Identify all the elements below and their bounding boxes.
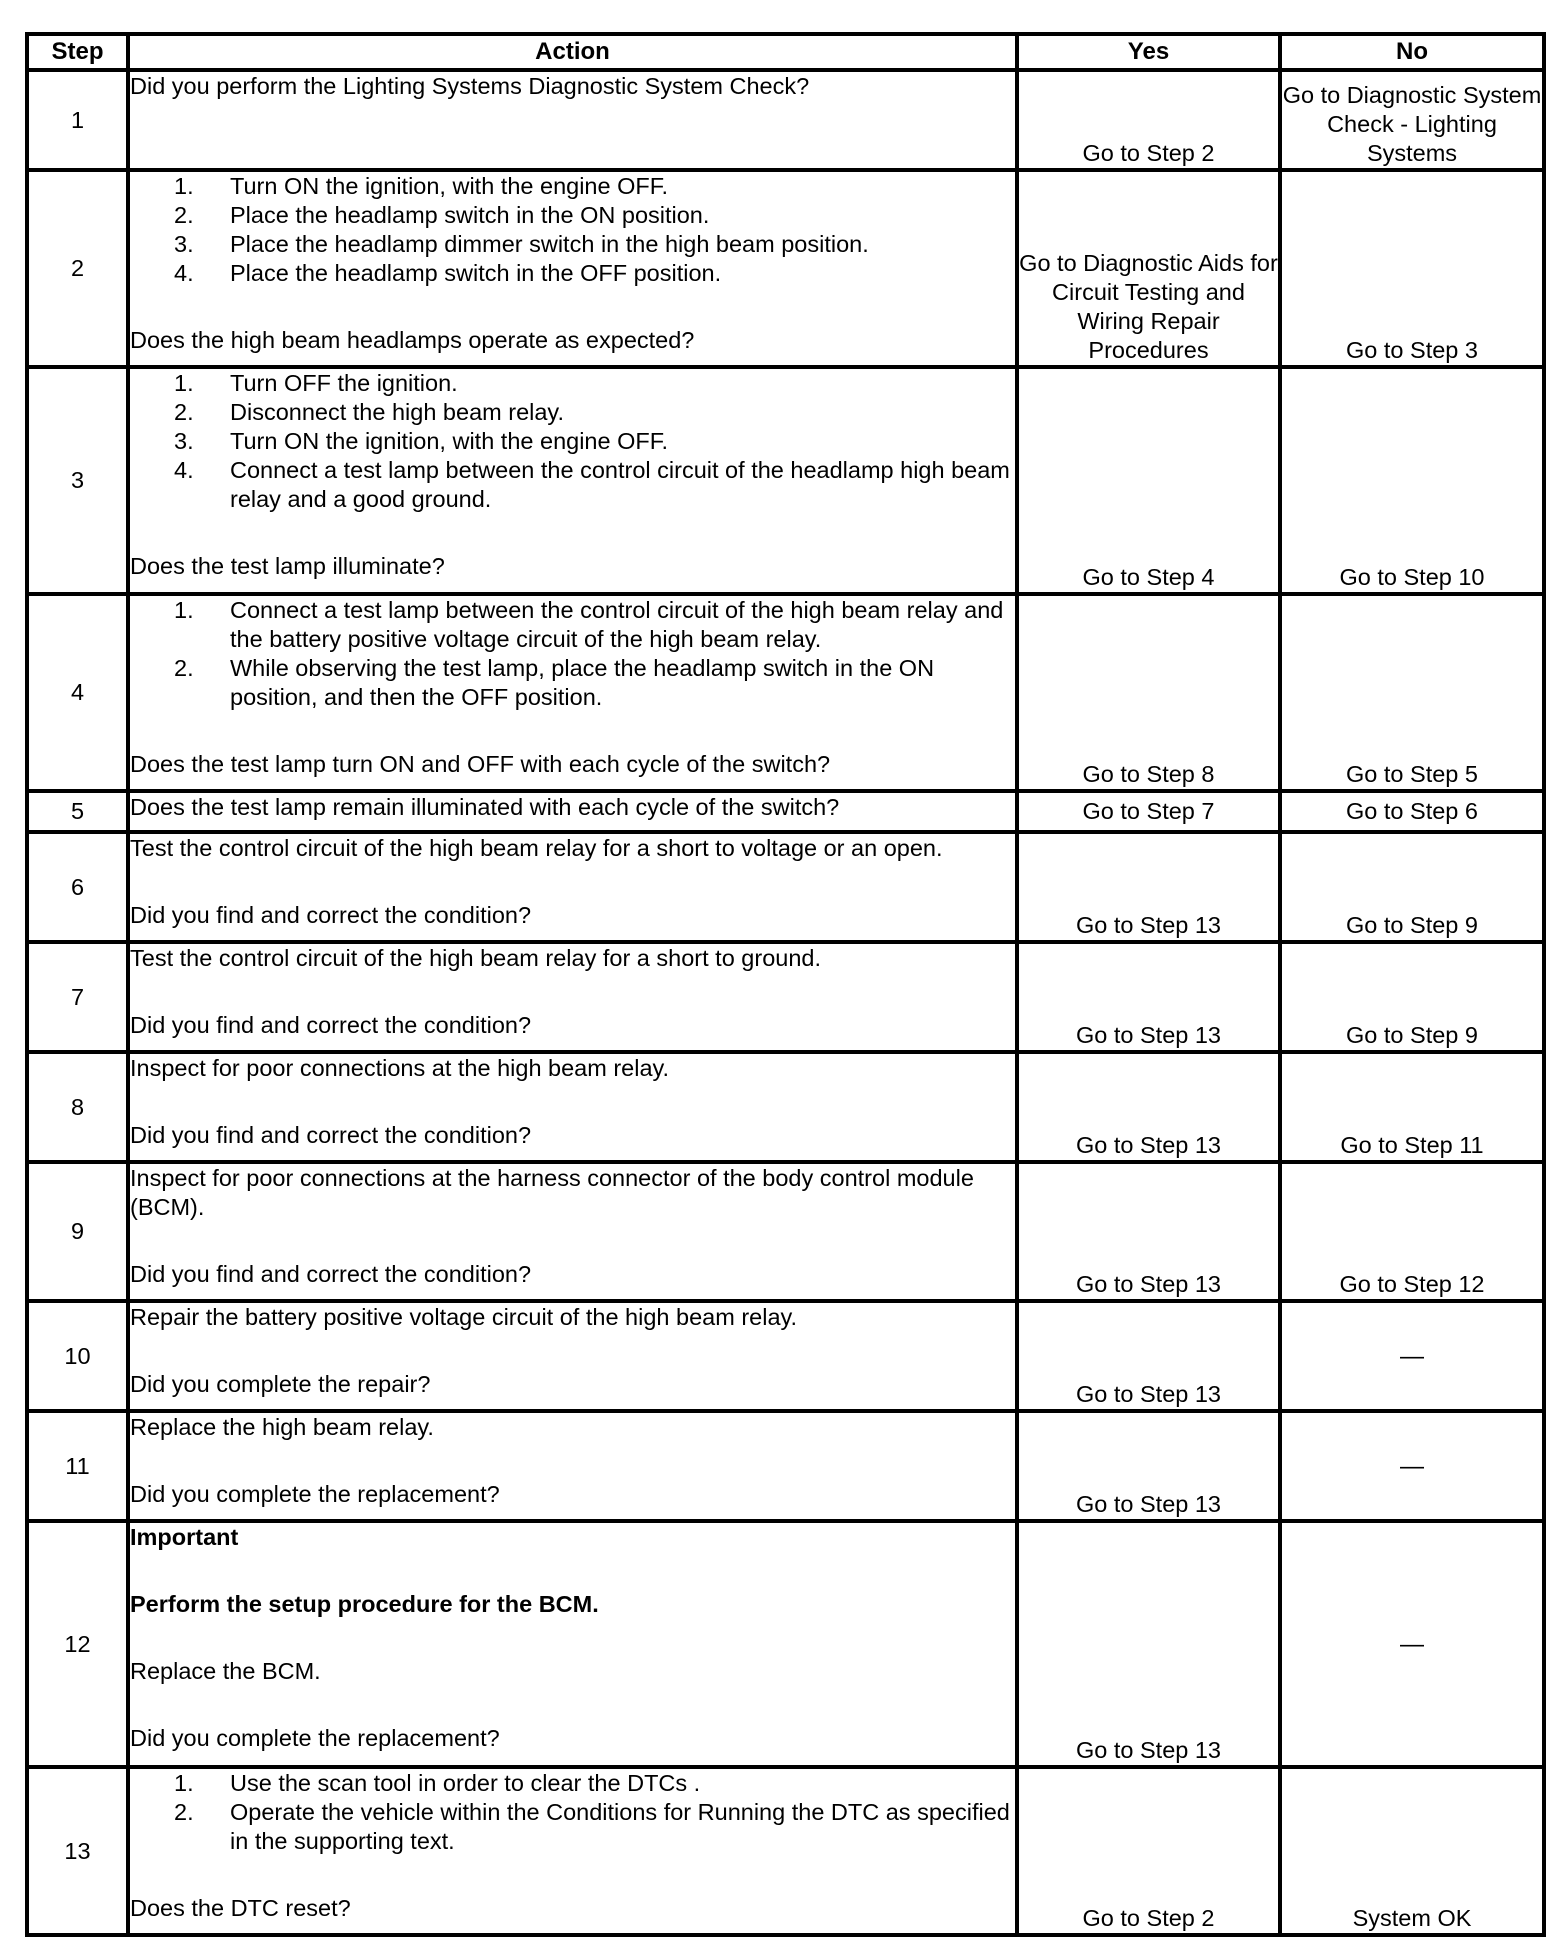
table-row	[27, 942, 1544, 1052]
action-question: Does the test lamp turn ON and OFF with each cycle of the switch?	[130, 751, 831, 777]
important-text: Perform the setup procedure for the BCM.	[130, 1591, 599, 1617]
no-result: Go to Diagnostic System Check - Lighting Systems	[1280, 70, 1544, 170]
action-instruction: Repair the battery positive voltage circuit of the high beam relay.	[130, 1304, 798, 1330]
no-result: Go to Step 9	[1280, 942, 1544, 1052]
action-question: Did you complete the replacement?	[130, 1481, 500, 1507]
yes-result: Go to Step 13	[1017, 942, 1280, 1052]
no-result: Go to Step 9	[1280, 832, 1544, 942]
table-row	[27, 1052, 1544, 1162]
list-item: 4. Connect a test lamp between the control circuit of the headlamp high beam relay and a good ground.	[174, 457, 1010, 512]
yes-result: Go to Step 4	[1017, 367, 1280, 594]
no-result: Go to Step 12	[1280, 1162, 1544, 1301]
important-label: Important	[130, 1524, 239, 1550]
table-row	[27, 1767, 1544, 1935]
yes-result: Go to Step 7	[1017, 791, 1280, 832]
yes-result: Go to Step 13	[1017, 1411, 1280, 1521]
action-question: Does the DTC reset?	[130, 1895, 351, 1921]
table-header-row	[27, 34, 1544, 70]
step-number: 2	[27, 170, 128, 367]
action-cell	[128, 170, 1017, 367]
action-question: Did you perform the Lighting Systems Diagnostic System Check?	[130, 73, 810, 99]
no-result: —	[1280, 1411, 1544, 1521]
action-question: Did you complete the repair?	[130, 1371, 431, 1397]
list-item: 2. Place the headlamp switch in the ON position.	[174, 202, 710, 228]
action-cell	[128, 1301, 1017, 1411]
action-cell	[128, 1767, 1017, 1935]
step-number: 11	[27, 1411, 128, 1521]
no-result: Go to Step 11	[1280, 1052, 1544, 1162]
yes-result: Go to Step 13	[1017, 832, 1280, 942]
table-row	[27, 70, 1544, 170]
step-number: 13	[27, 1767, 128, 1935]
action-cell	[128, 791, 1017, 832]
step-number: 6	[27, 832, 128, 942]
list-item: 2. While observing the test lamp, place the headlamp switch in the ON position, and then the OFF position.	[174, 655, 935, 710]
yes-result: Go to Step 13	[1017, 1052, 1280, 1162]
action-steps-list	[130, 172, 1015, 288]
action-question: Does the high beam headlamps operate as expected?	[130, 327, 695, 353]
no-result: Go to Step 3	[1280, 170, 1544, 367]
no-result: —	[1280, 1301, 1544, 1411]
step-number: 4	[27, 594, 128, 791]
table-row	[27, 594, 1544, 791]
action-steps-list	[130, 369, 1015, 514]
yes-result: Go to Step 13	[1017, 1521, 1280, 1767]
yes-result: Go to Step 13	[1017, 1162, 1280, 1301]
table-row	[27, 1301, 1544, 1411]
action-instruction: Replace the BCM.	[130, 1658, 321, 1684]
list-item: 2. Disconnect the high beam relay.	[174, 399, 564, 425]
action-question: Did you find and correct the condition?	[130, 1012, 532, 1038]
action-instruction: Replace the high beam relay.	[130, 1414, 434, 1440]
action-cell	[128, 1411, 1017, 1521]
action-question: Did you complete the replacement?	[130, 1725, 500, 1751]
action-steps-list	[130, 1769, 1015, 1856]
step-number: 8	[27, 1052, 128, 1162]
action-instruction: Inspect for poor connections at the harness connector of the body control module (BCM).	[130, 1165, 974, 1220]
list-item: 1. Turn OFF the ignition.	[174, 370, 458, 396]
action-question: Does the test lamp illuminate?	[130, 553, 445, 579]
yes-result: Go to Step 2	[1017, 70, 1280, 170]
diagnostic-table	[25, 32, 1546, 1937]
table-row	[27, 1162, 1544, 1301]
action-question: Did you find and correct the condition?	[130, 902, 532, 928]
list-item: 1. Use the scan tool in order to clear the DTCs .	[174, 1770, 701, 1796]
action-instruction: Test the control circuit of the high beam relay for a short to voltage or an open.	[130, 835, 943, 861]
yes-result: Go to Step 8	[1017, 594, 1280, 791]
table-row	[27, 832, 1544, 942]
no-result: Go to Step 6	[1280, 791, 1544, 832]
step-number: 3	[27, 367, 128, 594]
action-cell	[128, 594, 1017, 791]
action-cell	[128, 1162, 1017, 1301]
table-row	[27, 170, 1544, 367]
action-question: Does the test lamp remain illuminated with each cycle of the switch?	[130, 794, 840, 820]
action-cell	[128, 942, 1017, 1052]
step-number: 12	[27, 1521, 128, 1767]
action-steps-list	[130, 596, 1015, 712]
action-instruction: Inspect for poor connections at the high beam relay.	[130, 1055, 670, 1081]
table-row	[27, 791, 1544, 832]
list-item: 2. Operate the vehicle within the Conditions for Running the DTC as specified in the supporting text.	[174, 1799, 1010, 1854]
list-item: 3. Turn ON the ignition, with the engine OFF.	[174, 428, 669, 454]
header-action: Action	[128, 34, 1017, 70]
action-cell	[128, 832, 1017, 942]
step-number: 10	[27, 1301, 128, 1411]
action-cell	[128, 367, 1017, 594]
list-item: 1. Connect a test lamp between the control circuit of the high beam relay and the battery positive voltage circuit of the high beam relay.	[174, 597, 1004, 652]
list-item: 3. Place the headlamp dimmer switch in the high beam position.	[174, 231, 869, 257]
action-cell	[128, 1052, 1017, 1162]
table-row	[27, 367, 1544, 594]
step-number: 9	[27, 1162, 128, 1301]
no-result: Go to Step 10	[1280, 367, 1544, 594]
step-number: 5	[27, 791, 128, 832]
header-yes: Yes	[1017, 34, 1280, 70]
step-number: 7	[27, 942, 128, 1052]
no-result: System OK	[1280, 1767, 1544, 1935]
step-number: 1	[27, 70, 128, 170]
no-result: Go to Step 5	[1280, 594, 1544, 791]
list-item: 1. Turn ON the ignition, with the engine OFF.	[174, 173, 669, 199]
yes-result: Go to Step 13	[1017, 1301, 1280, 1411]
yes-result: Go to Step 2	[1017, 1767, 1280, 1935]
yes-result: Go to Diagnostic Aids for Circuit Testing and Wiring Repair Procedures	[1017, 170, 1280, 367]
list-item: 4. Place the headlamp switch in the OFF position.	[174, 260, 722, 286]
action-question: Did you find and correct the condition?	[130, 1261, 532, 1287]
table-row	[27, 1411, 1544, 1521]
no-result: —	[1280, 1521, 1544, 1767]
table-row	[27, 1521, 1544, 1767]
action-cell	[128, 70, 1017, 170]
action-question: Did you find and correct the condition?	[130, 1122, 532, 1148]
header-no: No	[1280, 34, 1544, 70]
header-step: Step	[27, 34, 128, 70]
action-cell	[128, 1521, 1017, 1767]
action-instruction: Test the control circuit of the high beam relay for a short to ground.	[130, 945, 822, 971]
